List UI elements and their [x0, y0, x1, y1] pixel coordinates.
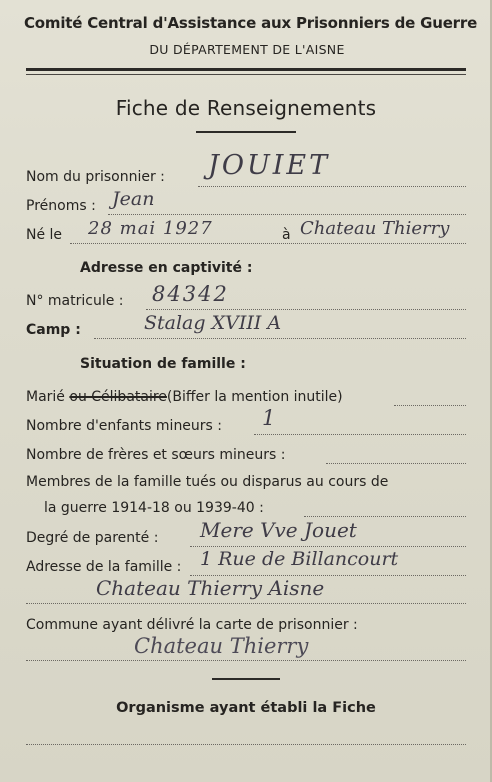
title-underline: [196, 131, 296, 133]
matricule-value: 84342: [152, 282, 229, 306]
ne-le-line: [70, 243, 466, 244]
commune-label: Commune ayant délivré la carte de prisonnier :: [26, 617, 358, 633]
header-rule-thin: [26, 74, 466, 75]
celibataire-option-struck: ou Célibataire: [69, 389, 167, 405]
members-lost-line: [304, 516, 466, 517]
nom-label: Nom du prisonnier :: [26, 169, 165, 185]
captivity-address-heading: Adresse en captivité :: [80, 260, 253, 276]
department-subheader: DU DÉPARTEMENT DE L'AISNE: [149, 42, 345, 57]
family-address-line-2: [26, 603, 466, 604]
matricule-line: [146, 309, 466, 310]
kinship-line: [190, 546, 466, 547]
marital-status-line: [26, 389, 343, 405]
committee-header: Comité Central d'Assistance aux Prisonniers de Guerre: [24, 14, 478, 32]
birth-date-value: 28 mai 1927: [88, 218, 213, 239]
nom-line: [198, 186, 466, 187]
family-situation-heading: Situation de famille :: [80, 356, 246, 372]
nom-value: JOUIET: [208, 150, 331, 181]
family-address-value-1: 1 Rue de Billancourt: [200, 548, 399, 570]
form-title: Fiche de Renseignements: [115, 96, 377, 120]
family-address-label: Adresse de la famille :: [26, 559, 182, 575]
birthplace-a-label: à: [282, 227, 291, 243]
members-lost-label-2: la guerre 1914-18 ou 1939-40 :: [44, 500, 264, 516]
marital-line: [394, 405, 466, 406]
children-value: 1: [262, 406, 276, 430]
ne-le-label: Né le: [26, 227, 63, 243]
children-label: Nombre d'enfants mineurs :: [26, 418, 223, 434]
organisme-line: [26, 744, 466, 745]
kinship-label: Degré de parenté :: [26, 530, 159, 546]
section-separator: [212, 678, 280, 680]
prenoms-label: Prénoms :: [26, 198, 96, 214]
kinship-value: Mere Vve Jouet: [200, 518, 357, 542]
camp-value: Stalag XVIII A: [144, 312, 282, 334]
camp-line: [94, 338, 466, 339]
birthplace-value: Chateau Thierry: [300, 218, 450, 239]
commune-value: Chateau Thierry: [134, 634, 309, 658]
family-address-value-2: Chateau Thierry Aisne: [96, 576, 325, 600]
commune-line: [26, 660, 466, 661]
matricule-label: N° matricule :: [26, 293, 124, 309]
header-rule-thick: [26, 68, 466, 71]
marie-option: Marié: [26, 389, 65, 405]
children-line: [254, 434, 466, 435]
camp-label: Camp :: [26, 322, 81, 338]
siblings-label: Nombre de frères et sœurs mineurs :: [26, 447, 286, 463]
prenoms-value: Jean: [112, 188, 155, 210]
organisme-heading: Organisme ayant établi la Fiche: [116, 700, 376, 716]
siblings-line: [326, 463, 466, 464]
biffer-instruction: (Biffer la mention inutile): [166, 389, 343, 405]
prenoms-line: [108, 214, 466, 215]
members-lost-label-1: Membres de la famille tués ou disparus au cours de: [26, 474, 389, 490]
